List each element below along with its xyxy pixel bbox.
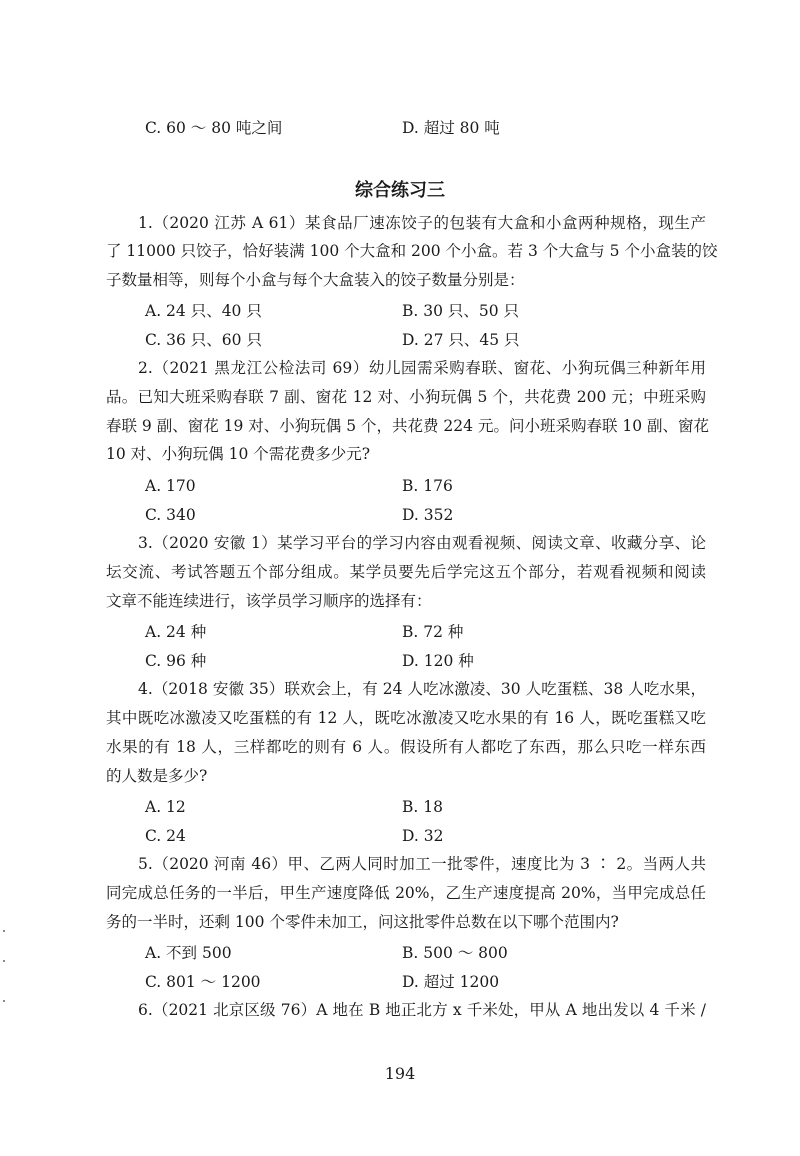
q2-option-a: A. 170 bbox=[145, 477, 196, 495]
q3-option-c: C. 96 种 bbox=[145, 652, 207, 670]
q3-option-b: B. 72 种 bbox=[402, 623, 464, 641]
q4-option-d: D. 32 bbox=[402, 827, 444, 845]
option-c: C. 60 ～ 80 吨之间 bbox=[145, 119, 283, 137]
question-4-line-1: 4.（2018 安徽 35）联欢会上，有 24 人吃冰激凌、30 人吃蛋糕、38 人吃水果， bbox=[138, 680, 706, 698]
question-5-line-2: 同完成总任务的一半后，甲生产速度降低 20%，乙生产速度提高 20%，当甲完成总任 bbox=[106, 884, 706, 902]
question-3-line-3: 文章不能连续进行，该学员学习顺序的选择有： bbox=[106, 592, 432, 610]
scan-dot bbox=[3, 960, 5, 962]
q2-option-c: C. 340 bbox=[145, 506, 196, 524]
q5-option-d: D. 超过 1200 bbox=[402, 973, 500, 991]
question-6-line-1: 6.（2021 北京区级 76）A 地在 B 地正北方 x 千米处，甲从 A 地出发以 4 千米 / bbox=[138, 1001, 706, 1019]
option-d: D. 超过 80 吨 bbox=[402, 119, 500, 137]
question-5-line-3: 务的一半时，还剩 100 个零件未加工，问这批零件总数在以下哪个范围内? bbox=[106, 913, 619, 931]
question-2-line-2: 品。已知大班采购春联 7 副、窗花 12 对、小狗玩偶 5 个，共花费 200 元；中班采购 bbox=[106, 388, 706, 406]
question-3-line-1: 3.（2020 安徽 1）某学习平台的学习内容由观看视频、阅读文章、收藏分享、论 bbox=[138, 534, 706, 552]
page-number: 194 bbox=[384, 1064, 416, 1083]
q5-option-c: C. 801 ～ 1200 bbox=[145, 973, 261, 991]
question-4-line-3: 水果的有 18 人，三样都吃的则有 6 人。假设所有人都吃了东西，那么只吃一样东西 bbox=[106, 738, 706, 756]
question-1-line-2: 了 11000 只饺子，恰好装满 100 个大盒和 200 个小盒。若 3 个大盒与 5 个小盒装的饺 bbox=[106, 242, 718, 260]
question-5-line-1: 5.（2020 河南 46）甲、乙两人同时加工一批零件，速度比为 3 ∶ 2。当两人共 bbox=[138, 855, 706, 873]
q1-option-c: C. 36 只、60 只 bbox=[145, 331, 262, 349]
question-1-line-3: 子数量相等，则每个小盒与每个大盒装入的饺子数量分别是： bbox=[106, 271, 525, 289]
q5-option-b: B. 500 ～ 800 bbox=[402, 944, 508, 962]
q2-option-b: B. 176 bbox=[402, 477, 453, 495]
q4-option-a: A. 12 bbox=[145, 798, 186, 816]
q1-option-b: B. 30 只、50 只 bbox=[402, 302, 520, 320]
question-2-line-3: 春联 9 副、窗花 19 对、小狗玩偶 5 个，共花费 224 元。问小班采购春联 10 副、窗花 bbox=[106, 417, 710, 435]
question-4-line-4: 的人数是多少? bbox=[106, 767, 208, 785]
q4-option-b: B. 18 bbox=[402, 798, 443, 816]
question-3-line-2: 坛交流、考试答题五个部分组成。某学员要先后学完这五个部分，若观看视频和阅读 bbox=[106, 563, 706, 581]
q1-option-a: A. 24 只、40 只 bbox=[145, 302, 262, 320]
section-title: 综合练习三 bbox=[355, 180, 445, 201]
q3-option-d: D. 120 种 bbox=[402, 652, 474, 670]
question-4-line-2: 其中既吃冰激凌又吃蛋糕的有 12 人，既吃冰激凌又吃水果的有 16 人，既吃蛋糕又吃 bbox=[106, 709, 706, 727]
scan-dot bbox=[3, 930, 5, 932]
q4-option-c: C. 24 bbox=[145, 827, 186, 845]
q2-option-d: D. 352 bbox=[402, 506, 454, 524]
q5-option-a: A. 不到 500 bbox=[145, 944, 232, 962]
question-1-line-1: 1.（2020 江苏 A 61）某食品厂速冻饺子的包装有大盒和小盒两种规格，现生产 bbox=[138, 214, 706, 232]
q3-option-a: A. 24 种 bbox=[145, 623, 207, 641]
question-2-line-4: 10 对、小狗玩偶 10 个需花费多少元? bbox=[106, 445, 371, 463]
q1-option-d: D. 27 只、45 只 bbox=[402, 331, 520, 349]
scan-dot bbox=[3, 1000, 5, 1002]
question-2-line-1: 2.（2021 黑龙江公检法司 69）幼儿园需采购春联、窗花、小狗玩偶三种新年用 bbox=[138, 359, 706, 377]
